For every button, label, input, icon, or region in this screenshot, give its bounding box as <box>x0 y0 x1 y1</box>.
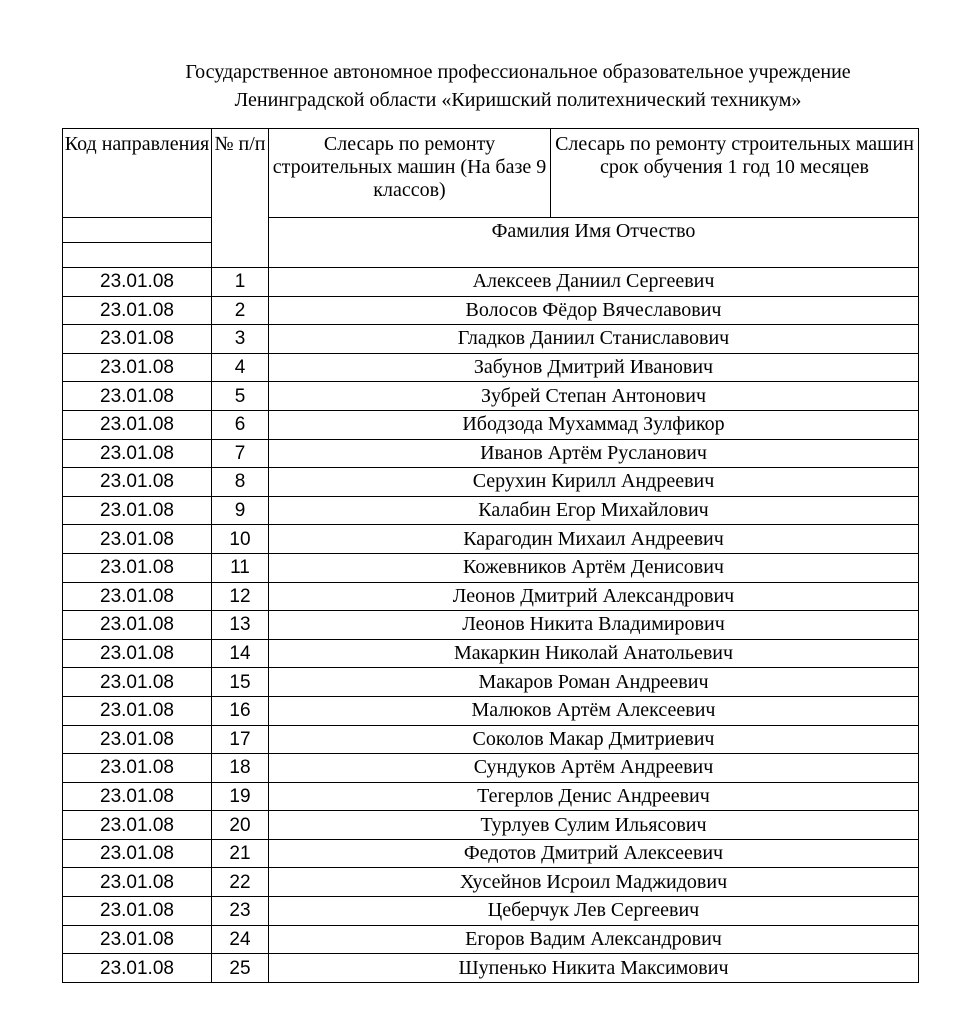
table-row <box>63 525 919 554</box>
cell-number: 3 <box>212 325 269 354</box>
cell-full-name: Волосов Фёдор Вячеславович <box>269 296 919 325</box>
table-subheader-row <box>63 218 919 243</box>
cell-number: 22 <box>212 868 269 897</box>
cell-code: 23.01.08 <box>63 782 212 811</box>
cell-full-name: Гладков Даниил Станиславович <box>269 325 919 354</box>
header-program-2: Слесарь по ремонту строительных машин срок обучения 1 год 10 месяцев <box>551 129 919 218</box>
table-row <box>63 353 919 382</box>
cell-code: 23.01.08 <box>63 897 212 926</box>
table-row <box>63 811 919 840</box>
header-program-1: Слесарь по ремонту строительных машин (На базе 9 классов) <box>269 129 551 218</box>
cell-number: 1 <box>212 268 269 297</box>
student-table <box>62 128 919 983</box>
cell-code: 23.01.08 <box>63 925 212 954</box>
cell-code: 23.01.08 <box>63 639 212 668</box>
table-row <box>63 582 919 611</box>
cell-code: 23.01.08 <box>63 382 212 411</box>
table-row <box>63 639 919 668</box>
header-code: Код направления <box>63 129 212 218</box>
cell-code: 23.01.08 <box>63 496 212 525</box>
cell-code: 23.01.08 <box>63 268 212 297</box>
cell-full-name: Шупенько Никита Максимович <box>269 954 919 983</box>
cell-code: 23.01.08 <box>63 439 212 468</box>
cell-number: 16 <box>212 696 269 725</box>
cell-number: 14 <box>212 639 269 668</box>
table-row <box>63 496 919 525</box>
header-line-1: Государственное автономное профессиональное образовательное учреждение <box>185 61 851 83</box>
cell-code: 23.01.08 <box>63 725 212 754</box>
cell-number: 13 <box>212 611 269 640</box>
cell-number: 21 <box>212 839 269 868</box>
table-row <box>63 382 919 411</box>
cell-code: 23.01.08 <box>63 353 212 382</box>
cell-number: 5 <box>212 382 269 411</box>
table-row <box>63 897 919 926</box>
cell-full-name: Леонов Дмитрий Александрович <box>269 582 919 611</box>
cell-code: 23.01.08 <box>63 582 212 611</box>
cell-code: 23.01.08 <box>63 811 212 840</box>
cell-full-name: Иванов Артём Русланович <box>269 439 919 468</box>
cell-code: 23.01.08 <box>63 868 212 897</box>
table-row <box>63 668 919 697</box>
cell-code: 23.01.08 <box>63 325 212 354</box>
cell-number: 17 <box>212 725 269 754</box>
cell-code: 23.01.08 <box>63 468 212 497</box>
header-line-2: Ленинградской области «Киришский политехнический техникум» <box>234 89 802 111</box>
cell-full-name: Федотов Дмитрий Алексеевич <box>269 839 919 868</box>
cell-code: 23.01.08 <box>63 296 212 325</box>
table-row <box>63 725 919 754</box>
cell-full-name: Забунов Дмитрий Иванович <box>269 353 919 382</box>
cell-full-name: Макаров Роман Андреевич <box>269 668 919 697</box>
table-row <box>63 954 919 983</box>
cell-code: 23.01.08 <box>63 611 212 640</box>
cell-code: 23.01.08 <box>63 410 212 439</box>
cell-number: 15 <box>212 668 269 697</box>
cell-number: 4 <box>212 353 269 382</box>
table-row <box>63 439 919 468</box>
header-code-spacer <box>63 218 212 243</box>
cell-full-name: Калабин Егор Михайлович <box>269 496 919 525</box>
header-number: № п/п <box>212 129 269 268</box>
cell-full-name: Леонов Никита Владимирович <box>269 611 919 640</box>
cell-full-name: Турлуев Сулим Ильясович <box>269 811 919 840</box>
cell-full-name: Зубрей Степан Антонович <box>269 382 919 411</box>
cell-code: 23.01.08 <box>63 754 212 783</box>
cell-full-name: Малюков Артём Алексеевич <box>269 696 919 725</box>
cell-number: 2 <box>212 296 269 325</box>
table-row <box>63 410 919 439</box>
cell-number: 7 <box>212 439 269 468</box>
header-fio: Фамилия Имя Отчество <box>269 218 919 268</box>
cell-code: 23.01.08 <box>63 696 212 725</box>
document-header <box>62 58 958 114</box>
cell-number: 6 <box>212 410 269 439</box>
cell-code: 23.01.08 <box>63 668 212 697</box>
cell-full-name: Егоров Вадим Александрович <box>269 925 919 954</box>
cell-full-name: Ибодзода Мухаммад Зулфикор <box>269 410 919 439</box>
cell-full-name: Хусейнов Исроил Маджидович <box>269 868 919 897</box>
cell-code: 23.01.08 <box>63 954 212 983</box>
cell-number: 24 <box>212 925 269 954</box>
cell-full-name: Сундуков Артём Андреевич <box>269 754 919 783</box>
cell-full-name: Соколов Макар Дмитриевич <box>269 725 919 754</box>
table-row <box>63 696 919 725</box>
table-row <box>63 754 919 783</box>
table-row <box>63 296 919 325</box>
cell-number: 10 <box>212 525 269 554</box>
table-row <box>63 839 919 868</box>
cell-code: 23.01.08 <box>63 525 212 554</box>
cell-full-name: Цеберчук Лев Сергеевич <box>269 897 919 926</box>
cell-number: 8 <box>212 468 269 497</box>
header-code-empty <box>63 243 212 268</box>
cell-full-name: Алексеев Даниил Сергеевич <box>269 268 919 297</box>
cell-number: 9 <box>212 496 269 525</box>
cell-full-name: Макаркин Николай Анатольевич <box>269 639 919 668</box>
cell-number: 12 <box>212 582 269 611</box>
table-row <box>63 553 919 582</box>
cell-number: 11 <box>212 553 269 582</box>
cell-number: 18 <box>212 754 269 783</box>
cell-code: 23.01.08 <box>63 553 212 582</box>
table-row <box>63 868 919 897</box>
table-header-row <box>63 129 919 218</box>
cell-number: 25 <box>212 954 269 983</box>
table-row <box>63 468 919 497</box>
cell-full-name: Кожевников Артём Денисович <box>269 553 919 582</box>
table-row <box>63 268 919 297</box>
cell-full-name: Карагодин Михаил Андреевич <box>269 525 919 554</box>
table-row <box>63 925 919 954</box>
cell-number: 23 <box>212 897 269 926</box>
cell-code: 23.01.08 <box>63 839 212 868</box>
table-row <box>63 325 919 354</box>
cell-number: 19 <box>212 782 269 811</box>
table-row <box>63 782 919 811</box>
cell-full-name: Серухин Кирилл Андреевич <box>269 468 919 497</box>
table-row <box>63 611 919 640</box>
cell-number: 20 <box>212 811 269 840</box>
cell-full-name: Тегерлов Денис Андреевич <box>269 782 919 811</box>
